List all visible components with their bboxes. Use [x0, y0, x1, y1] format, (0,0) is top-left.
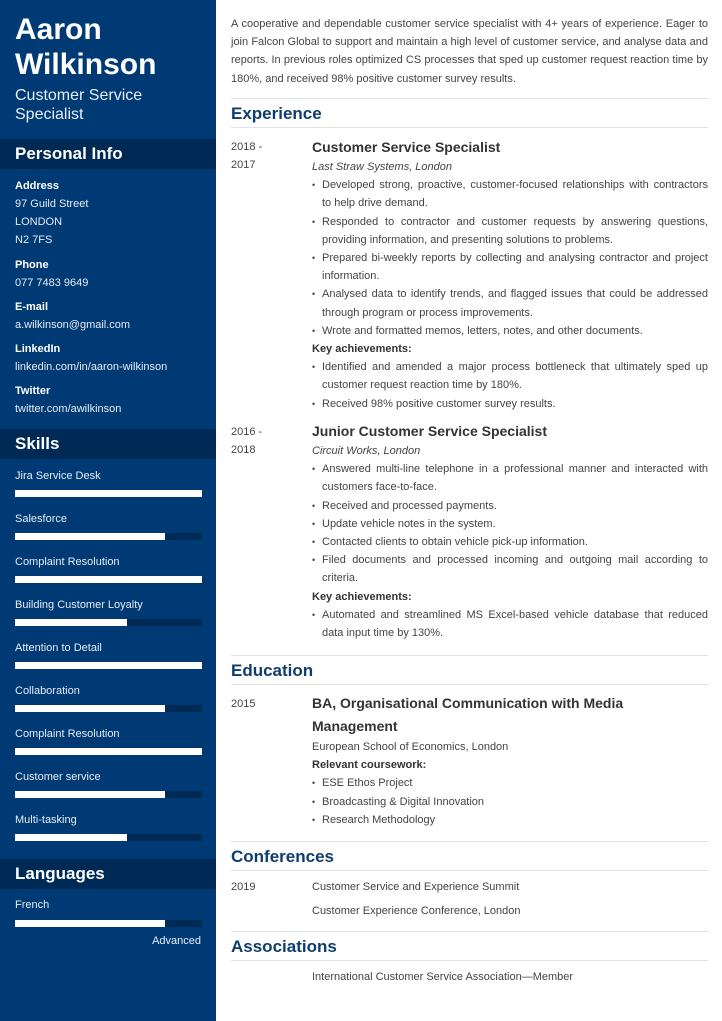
skill-level-fill: [15, 748, 202, 755]
skills-heading: Skills: [0, 429, 216, 459]
list-item: • Received and processed payments.: [312, 497, 708, 515]
divider: [231, 931, 708, 932]
list-item: • Received 98% positive customer survey results.: [312, 395, 708, 413]
list-item: • Answered multi-line telephone in a professional manner and interacted with customers face-to-face.: [312, 460, 708, 496]
twitter-value[interactable]: twitter.com/awilkinson: [15, 403, 122, 415]
coursework-list: [312, 774, 642, 829]
personal-info-heading: Personal Info: [0, 139, 216, 169]
skill-level-fill: [15, 576, 202, 583]
job-title-line1: Customer Service: [15, 87, 143, 104]
list-item: • Wrote and formatted memos, letters, notes, and other documents.: [312, 322, 708, 340]
job-date-end: 2018: [231, 444, 256, 457]
divider: [231, 127, 708, 128]
conference-entry: [312, 878, 708, 920]
skill-label: Customer service: [15, 771, 101, 783]
linkedin-label: LinkedIn: [15, 343, 61, 355]
education-entry: [312, 692, 642, 829]
education-date: 2015: [231, 698, 256, 710]
divider: [231, 841, 708, 842]
address-line2: LONDON: [15, 216, 63, 228]
email-label: E-mail: [15, 301, 49, 313]
coursework-label: Relevant coursework:: [312, 759, 427, 772]
divider: [231, 98, 708, 99]
email-value[interactable]: a.wilkinson@gmail.com: [15, 319, 131, 331]
association-entry: [312, 968, 708, 986]
skill-level-bar: [15, 533, 202, 540]
job-title: Customer Service Specialist: [312, 139, 501, 155]
skill-label: Building Customer Loyalty: [15, 599, 143, 611]
language-level-text: Advanced: [152, 935, 201, 947]
divider: [231, 684, 708, 685]
list-item: • Filed documents and processed incoming and outgoing mail according to criteria.: [312, 551, 708, 587]
association-text: International Customer Service Association—Member: [312, 971, 574, 983]
name-first: Aaron: [15, 13, 102, 46]
degree-title: BA, Organisational Communication with Media Management: [312, 695, 624, 734]
twitter-label: Twitter: [15, 385, 51, 397]
list-item: • Developed strong, proactive, customer-focused relationships with contractors to help drive demand.: [312, 176, 708, 212]
list-item: • Analysed data to identify trends, and flagged issues that could be addressed through program or process improvements.: [312, 285, 708, 321]
linkedin-value[interactable]: linkedin.com/in/aaron-wilkinson: [15, 361, 168, 373]
list-item: • Update vehicle notes in the system.: [312, 515, 708, 533]
job-date-end: 2017: [231, 159, 256, 172]
job-company: Last Straw Systems, London: [312, 161, 453, 173]
school-name: European School of Economics, London: [312, 741, 509, 753]
job-title: Junior Customer Service Specialist: [312, 423, 547, 439]
profile-summary: A cooperative and dependable customer service specialist with 4+ years of experience. Eager to join Falcon Global to support and maintain a high level of customer service, and analyse data and reports. In previous roles optimized CS processes that sped up customer request reaction time by 180%, and received 98% positive customer survey results.: [231, 18, 708, 85]
language-level-fill: [15, 920, 165, 927]
job-duties: [312, 176, 708, 340]
job-title: [15, 86, 215, 124]
conferences-heading: Conferences: [231, 847, 334, 866]
skill-level-bar: [15, 791, 202, 798]
skill-level-bar: [15, 748, 202, 755]
job-company: Circuit Works, London: [312, 445, 421, 457]
skill-level-bar: [15, 662, 202, 669]
skill-level-fill: [15, 490, 202, 497]
job-duties: [312, 460, 708, 587]
skill-label: Complaint Resolution: [15, 728, 120, 740]
skill-label: Multi-tasking: [15, 814, 77, 826]
skill-level-bar: [15, 834, 202, 841]
associations-heading: Associations: [231, 937, 337, 956]
candidate-name: [15, 12, 215, 82]
education-heading: Education: [231, 661, 314, 680]
experience-heading: Experience: [231, 104, 322, 123]
skill-level-fill: [15, 533, 165, 540]
conference-date: 2019: [231, 881, 256, 893]
job-date: [231, 423, 291, 459]
divider: [231, 655, 708, 656]
job-date-start: 2016 -: [231, 426, 263, 438]
job-date: [231, 138, 291, 174]
address-line3: N2 7FS: [15, 234, 53, 246]
skill-label: Salesforce: [15, 513, 67, 525]
skill-level-bar: [15, 705, 202, 712]
list-item: • Automated and streamlined MS Excel-based vehicle database that reduced data input time by 130%.: [312, 606, 708, 642]
job-entry: [312, 421, 708, 642]
list-item: • Prepared bi-weekly reports by collecting and analysing contractor and project information.: [312, 249, 708, 285]
conference-detail: Customer Experience Conference, London: [312, 905, 521, 918]
address-line1: 97 Guild Street: [15, 198, 89, 210]
list-item: • Broadcasting & Digital Innovation: [312, 793, 642, 811]
skill-level-bar: [15, 490, 202, 497]
languages-heading: Languages: [0, 859, 216, 889]
list-item: • Contacted clients to obtain vehicle pick-up information.: [312, 533, 708, 551]
key-achievements-label: Key achievements:: [312, 590, 412, 603]
job-date-start: 2018 -: [231, 141, 263, 153]
skill-level-bar: [15, 619, 202, 626]
skill-level-fill: [15, 705, 165, 712]
list-item: • Research Methodology: [312, 811, 642, 829]
skill-level-fill: [15, 619, 127, 626]
divider: [231, 960, 708, 961]
name-last: Wilkinson: [15, 48, 157, 81]
list-item: • ESE Ethos Project: [312, 774, 642, 792]
skill-label: Attention to Detail: [15, 642, 102, 654]
sidebar: [0, 0, 216, 1021]
skill-level-fill: [15, 791, 165, 798]
job-title-line2: Specialist: [15, 106, 84, 123]
key-achievements-label: Key achievements:: [312, 343, 412, 356]
language-level-bar: [15, 920, 202, 927]
skill-label: Jira Service Desk: [15, 470, 101, 482]
phone-value: 077 7483 9649: [15, 277, 89, 289]
skill-label: Complaint Resolution: [15, 556, 120, 568]
divider: [231, 870, 708, 871]
job-achievements: [312, 606, 708, 642]
list-item: • Identified and amended a major process bottleneck that ultimately sped up customer request reaction time by 180%.: [312, 358, 708, 394]
skill-level-fill: [15, 662, 202, 669]
skill-label: Collaboration: [15, 685, 80, 697]
skill-level-fill: [15, 834, 127, 841]
job-entry: [312, 137, 708, 413]
list-item: • Responded to contractor and customer requests by answering questions, providing information, and presenting solutions to problems.: [312, 213, 708, 249]
skill-level-bar: [15, 576, 202, 583]
conference-name: Customer Service and Experience Summit: [312, 881, 520, 893]
phone-label: Phone: [15, 259, 49, 271]
address-label: Address: [15, 180, 60, 192]
job-achievements: [312, 358, 708, 413]
language-label: French: [15, 899, 50, 911]
